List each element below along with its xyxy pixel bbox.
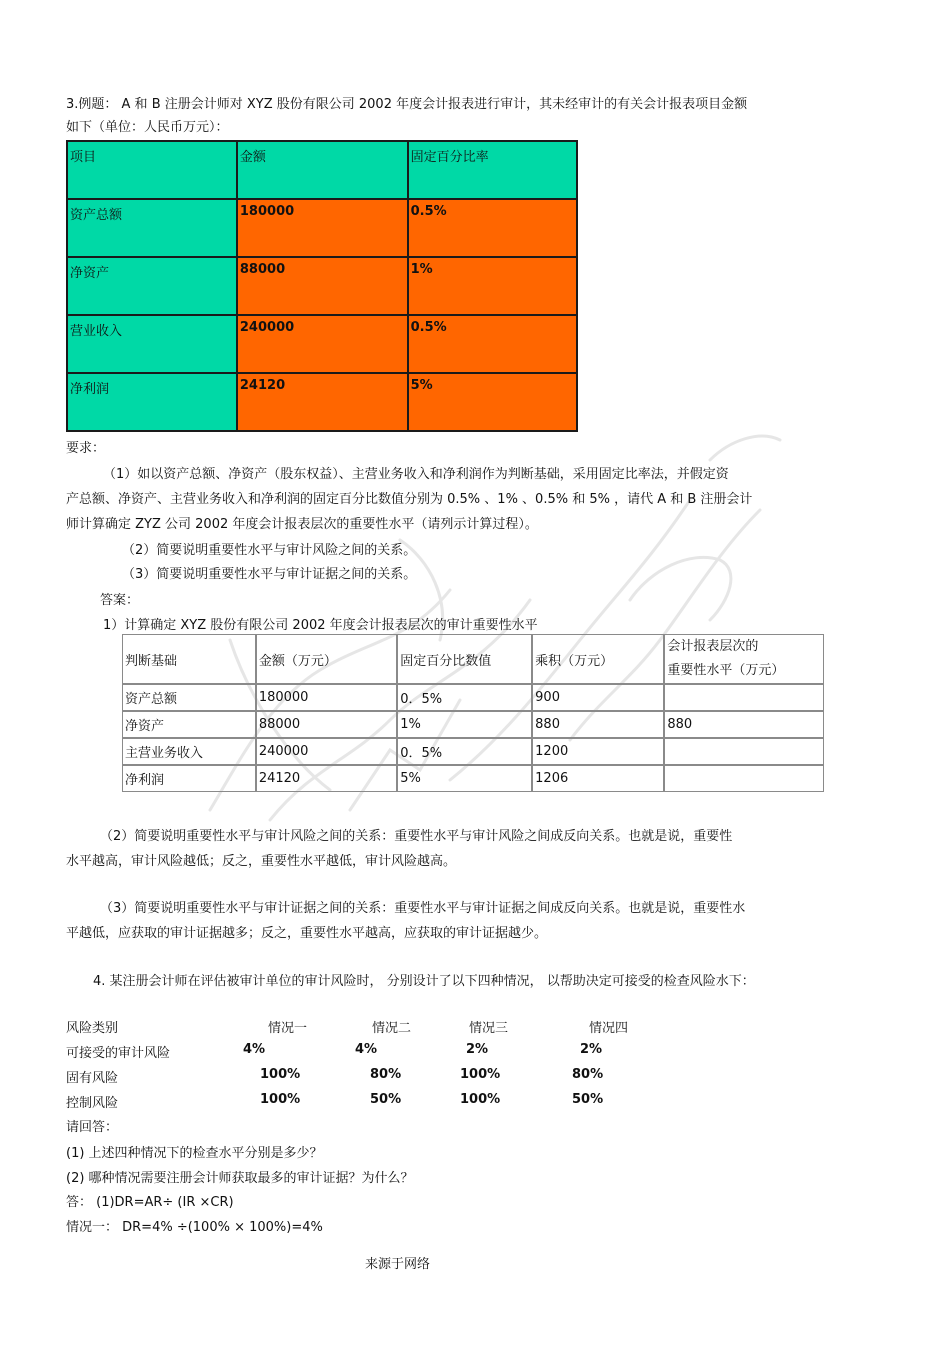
- amount-cell: 88000: [237, 257, 408, 315]
- risk-value: 80%: [572, 1067, 604, 1082]
- answer2-line1: （2）简要说明重要性水平与审计风险之间的关系：重要性水平与审计风险之间成反向关系。也就是说，重要性: [100, 829, 733, 844]
- header-cell: 乘积（万元）: [532, 634, 664, 684]
- q3-intro-line1: 3.例题： A 和 B 注册会计师对 XYZ 股份有限公司 2002 年度会计报表进行审计，其未经审计的有关会计报表项目金额: [66, 97, 748, 112]
- q3-intro-line2: 如下（单位：人民币万元）：: [66, 120, 229, 135]
- header-line2: 重要性水平（万元）: [667, 663, 785, 678]
- table-row: [122, 684, 824, 711]
- cell: 净资产: [122, 711, 256, 738]
- answer3-line1: （3）简要说明重要性水平与审计证据之间的关系：重要性水平与审计证据之间成反向关系。也就是说，重要性水: [100, 901, 746, 916]
- cell: 1%: [397, 711, 532, 738]
- risk-header-case4: 情况四: [589, 1021, 629, 1036]
- cell: 24120: [256, 765, 397, 792]
- cell: 资产总额: [122, 684, 256, 711]
- header-cell: 判断基础: [122, 634, 256, 684]
- cell: 0．5%: [397, 738, 532, 765]
- table-row: [67, 315, 577, 373]
- risk-value: 4%: [355, 1042, 378, 1057]
- q3-data-table: [66, 140, 578, 432]
- header-cell: 金额: [237, 141, 408, 199]
- risk-row-label: 固有风险: [66, 1071, 119, 1086]
- cell: 180000: [256, 684, 397, 711]
- cell: 主营业务收入: [122, 738, 256, 765]
- risk-value: 2%: [466, 1042, 489, 1057]
- percent-cell: 1%: [408, 257, 577, 315]
- cell: 0．5%: [397, 684, 532, 711]
- cell: 净利润: [122, 765, 256, 792]
- case1-calc: 情况一： DR=4% ÷(100% × 100%)=4%: [66, 1220, 323, 1235]
- header-cell: 金额（万元）: [256, 634, 397, 684]
- header-line1: 会计报表层次的: [667, 639, 759, 654]
- req2: （2）简要说明重要性水平与审计风险之间的关系。: [122, 543, 417, 558]
- req1-line3: 师计算确定 ZYZ 公司 2002 年度会计报表层次的重要性水平（请列示计算过程）。: [66, 517, 538, 532]
- table-row: [67, 199, 577, 257]
- cell: [664, 765, 824, 792]
- risk-value: 50%: [370, 1092, 402, 1107]
- row-label: 资产总额: [67, 199, 237, 257]
- risk-value: 100%: [260, 1092, 301, 1107]
- footer-source: 来源于网络: [365, 1257, 431, 1272]
- risk-header-case2: 情况二: [372, 1021, 412, 1036]
- row-label: 营业收入: [67, 315, 237, 373]
- risk-row-label: 控制风险: [66, 1096, 119, 1111]
- answer-title: 答案：: [100, 593, 140, 608]
- table-row: [122, 738, 824, 765]
- risk-value: 100%: [460, 1092, 501, 1107]
- table-header-row: [67, 141, 577, 199]
- row-label: 净利润: [67, 373, 237, 431]
- row-label: 净资产: [67, 257, 237, 315]
- req1-line2: 产总额、净资产、主营业务收入和净利润的固定百分比数值分别为 0.5% 、1% 、0.5% 和 5% ，请代 A 和 B 注册会计: [66, 492, 753, 507]
- cell: 880: [664, 711, 824, 738]
- risk-value: 4%: [243, 1042, 266, 1057]
- requirements-title: 要求：: [66, 441, 106, 456]
- cell: 1206: [532, 765, 664, 792]
- cell: [664, 738, 824, 765]
- req3: （3）简要说明重要性水平与审计证据之间的关系。: [122, 567, 417, 582]
- header-cell: 固定百分比数值: [397, 634, 532, 684]
- cell: 5%: [397, 765, 532, 792]
- table-row: [122, 711, 824, 738]
- answer3-line2: 平越低，应获取的审计证据越多；反之，重要性水平越高，应获取的审计证据越少。: [66, 926, 548, 941]
- please-answer: 请回答：: [66, 1120, 119, 1135]
- req1-line1: （1）如以资产总额、净资产（股东权益）、主营业务收入和净利润作为判断基础，采用固定比率法，并假定资: [103, 467, 729, 482]
- risk-header-case1: 情况一: [268, 1021, 308, 1036]
- risk-header-label: 风险类别: [66, 1021, 119, 1036]
- table-row: [67, 257, 577, 315]
- risk-header-case3: 情况三: [469, 1021, 509, 1036]
- amount-cell: 240000: [237, 315, 408, 373]
- amount-cell: 24120: [237, 373, 408, 431]
- risk-value: 100%: [260, 1067, 301, 1082]
- table-row: [67, 373, 577, 431]
- header-cell: 项目: [67, 141, 237, 199]
- cell: 240000: [256, 738, 397, 765]
- formula: 答： (1)DR=AR÷ (IR ×CR): [66, 1195, 234, 1210]
- amount-cell: 180000: [237, 199, 408, 257]
- q4-intro: 4. 某注册会计师在评估被审计单位的审计风险时， 分别设计了以下四种情况， 以帮助决定可接受的检查风险水下：: [93, 974, 755, 989]
- header-cell: [664, 634, 824, 684]
- cell: 1200: [532, 738, 664, 765]
- cell: 880: [532, 711, 664, 738]
- risk-value: 2%: [580, 1042, 603, 1057]
- risk-value: 80%: [370, 1067, 402, 1082]
- answer1-title: 1）计算确定 XYZ 股份有限公司 2002 年度会计报表层次的审计重要性水平: [103, 618, 538, 633]
- cell: [664, 684, 824, 711]
- materiality-table: [122, 634, 824, 792]
- risk-value: 100%: [460, 1067, 501, 1082]
- cell: 88000: [256, 711, 397, 738]
- table-row: [122, 765, 824, 792]
- table-header-row: [122, 634, 824, 684]
- risk-value: 50%: [572, 1092, 604, 1107]
- question-2: (2) 哪种情况需要注册会计师获取最多的审计证据？为什么？: [66, 1171, 414, 1186]
- question-1: (1) 上述四种情况下的检查水平分别是多少？: [66, 1146, 323, 1161]
- percent-cell: 5%: [408, 373, 577, 431]
- risk-row-label: 可接受的审计风险: [66, 1046, 171, 1061]
- header-cell: 固定百分比率: [408, 141, 577, 199]
- percent-cell: 0.5%: [408, 315, 577, 373]
- answer2-line2: 水平越高，审计风险越低；反之，重要性水平越低，审计风险越高。: [66, 854, 457, 869]
- percent-cell: 0.5%: [408, 199, 577, 257]
- cell: 900: [532, 684, 664, 711]
